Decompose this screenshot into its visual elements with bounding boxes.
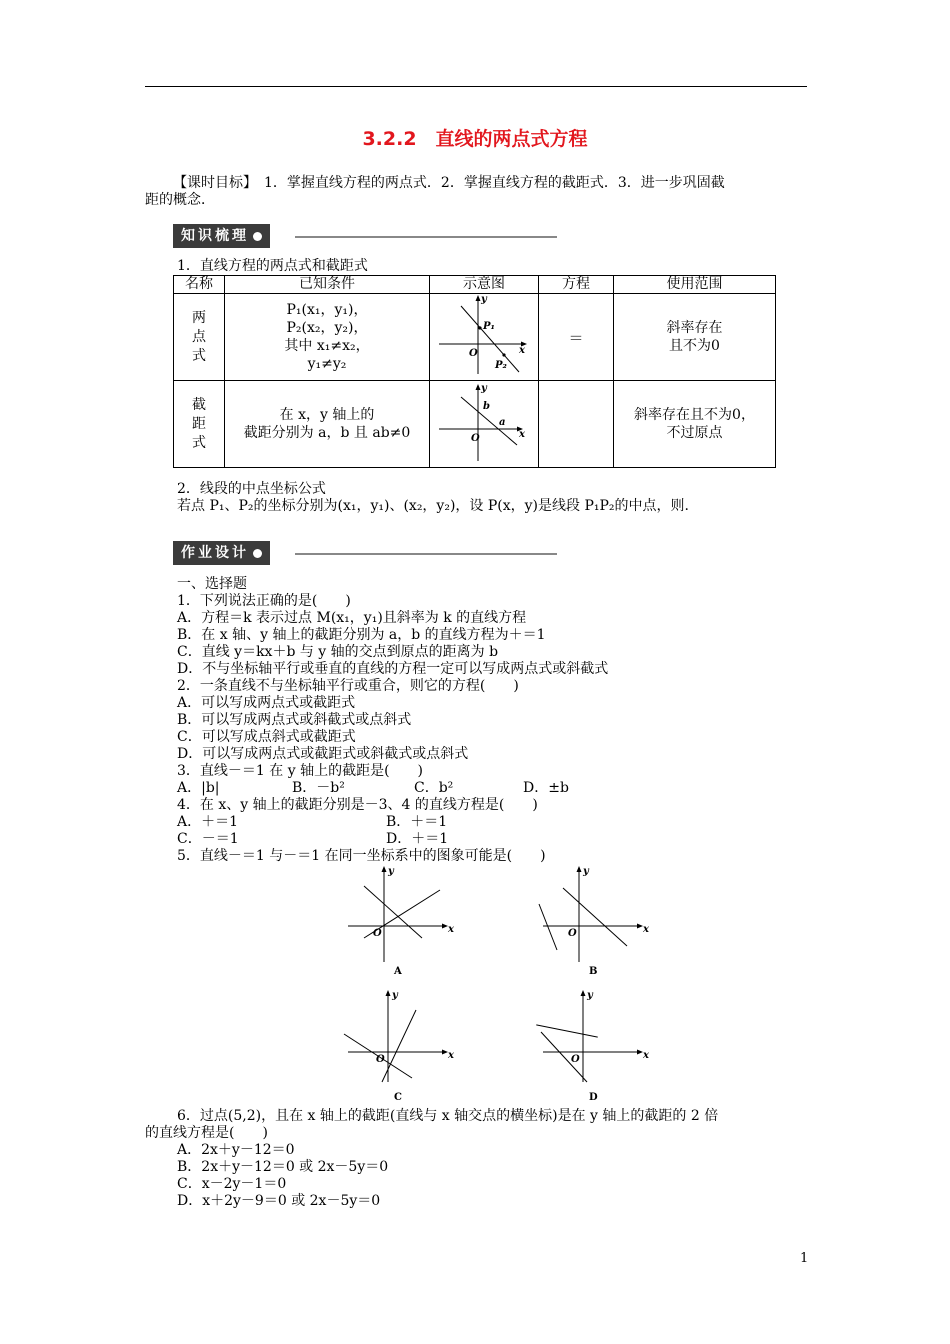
q6-line: 的直线方程是( ) bbox=[145, 1125, 268, 1141]
section-title-knowledge: 知识梳理 bbox=[181, 228, 249, 244]
graph-a-x-label: x bbox=[448, 924, 454, 935]
objective-label: 【课时目标】 bbox=[173, 175, 250, 191]
p2-label: P₂ bbox=[495, 360, 507, 371]
graph-d-x-label: x bbox=[643, 1050, 649, 1061]
table-row-two-point bbox=[174, 294, 776, 381]
origin-label: O bbox=[469, 348, 478, 359]
q6-line: D．x＋2y－9＝0 或 2x－5y＝0 bbox=[177, 1193, 381, 1209]
cell-condition bbox=[225, 294, 430, 381]
cell-name bbox=[174, 294, 225, 381]
header-diagram: 示意图 bbox=[430, 276, 539, 294]
header-rule bbox=[145, 86, 807, 87]
q6-line: B．2x＋y－12＝0 或 2x－5y＝0 bbox=[177, 1159, 389, 1175]
cell-name bbox=[174, 381, 225, 468]
cell-equation bbox=[539, 381, 614, 468]
header-condition: 已知条件 bbox=[225, 276, 430, 294]
graph-c-origin: O bbox=[376, 1054, 385, 1065]
graph-d-origin: O bbox=[571, 1054, 580, 1065]
page-number: 1 bbox=[800, 1251, 809, 1266]
objective-line-1 bbox=[173, 175, 725, 192]
cell-range bbox=[614, 294, 776, 381]
q6-line: C．x－2y－1＝0 bbox=[177, 1176, 287, 1192]
graph-b-origin: O bbox=[568, 928, 577, 939]
graph-b bbox=[535, 858, 665, 978]
question-line: B．可以写成两点式或斜截式或点斜式 bbox=[177, 712, 412, 728]
condition-line: 截距分别为 a，b 且 ab≠0 bbox=[243, 425, 411, 441]
cell-diagram bbox=[430, 294, 539, 381]
question-line: C．可以写成点斜式或截距式 bbox=[177, 729, 356, 745]
cell-range bbox=[614, 381, 776, 468]
q4-option-a: A．＋＝1 bbox=[177, 814, 239, 830]
name-char: 式 bbox=[192, 347, 206, 364]
p1-label: P₁ bbox=[483, 321, 495, 332]
question-line: D．可以写成两点式或截距式或斜截式或点斜式 bbox=[177, 746, 469, 762]
section-rule bbox=[295, 553, 557, 555]
question-line: A．方程＝k 表示过点 M(x₁，y₁)且斜率为 k 的直线方程 bbox=[177, 610, 527, 626]
name-char: 两 bbox=[192, 309, 206, 326]
cell-equation: ＝ bbox=[539, 294, 614, 381]
name-char: 点 bbox=[192, 328, 206, 345]
knowledge-heading: 1．直线方程的两点式和截距式 bbox=[177, 258, 368, 274]
q6-line: A．2x＋y－12＝0 bbox=[177, 1142, 295, 1158]
range-line: 且不为0 bbox=[669, 338, 720, 354]
midpoint-text: 若点 P₁、P₂的坐标分别为(x₁，y₁)、(x₂，y₂)，设 P(x，y)是线段 P₁P₂的中点，则. bbox=[177, 498, 689, 514]
q3-option-a: A．|b| bbox=[177, 780, 220, 796]
header-equation: 方程 bbox=[539, 276, 614, 294]
cell-diagram bbox=[430, 381, 539, 468]
range-line: 斜率存在且不为0， bbox=[634, 407, 755, 423]
section-rule bbox=[295, 236, 557, 238]
formula-table bbox=[173, 275, 776, 468]
question-line: 一、选择题 bbox=[177, 576, 247, 592]
objective-text-1: 1．掌握直线方程的两点式．2．掌握直线方程的截距式．3．进一步巩固截 bbox=[264, 175, 725, 191]
objective-line-2: 距的概念． bbox=[145, 192, 215, 208]
graph-b-x-label: x bbox=[643, 924, 649, 935]
q4-stem: 4．在 x、y 轴上的截距分别是－3、4 的直线方程是( ) bbox=[177, 797, 538, 813]
graph-c-y-label: y bbox=[392, 990, 398, 1001]
section-title-homework: 作业设计 bbox=[181, 545, 249, 561]
graph-c-x-label: x bbox=[448, 1050, 454, 1061]
section-banner-homework bbox=[173, 541, 270, 565]
graph-c-label: C bbox=[394, 1092, 402, 1103]
y-axis-label: y bbox=[481, 294, 487, 305]
q4-option-c: C．－＝1 bbox=[177, 831, 239, 847]
question-line: A．可以写成两点式或截距式 bbox=[177, 695, 356, 711]
graph-a-origin: O bbox=[373, 928, 382, 939]
q6-line: 6．过点(5,2)，且在 x 轴上的截距(直线与 x 轴交点的横坐标)是在 y 轴上的截距的 2 倍 bbox=[177, 1108, 719, 1124]
q4-option-d: D．＋＝1 bbox=[386, 831, 449, 847]
x-axis-label: x bbox=[519, 345, 525, 356]
table-header-row bbox=[174, 276, 776, 294]
y-axis-label: y bbox=[481, 383, 487, 394]
graph-a bbox=[340, 858, 470, 978]
range-line: 斜率存在 bbox=[666, 320, 723, 336]
q3-option-d: D．±b bbox=[523, 780, 569, 796]
name-char: 距 bbox=[192, 415, 206, 432]
q5-stem: 5．直线－＝1 与－＝1 在同一坐标系中的图象可能是( ) bbox=[177, 848, 546, 864]
graph-d bbox=[535, 982, 665, 1106]
graph-a-y-label: y bbox=[388, 866, 394, 877]
condition-line: 其中 x₁≠x₂， bbox=[284, 338, 370, 354]
b-intercept-label: b bbox=[483, 401, 490, 412]
graph-d-y-label: y bbox=[587, 990, 593, 1001]
name-char: 式 bbox=[192, 434, 206, 451]
q3-option-c: C．b² bbox=[414, 780, 454, 796]
graph-b-label: B bbox=[589, 966, 598, 977]
two-point-diagram bbox=[431, 294, 537, 376]
condition-line: 在 x，y 轴上的 bbox=[279, 407, 375, 423]
question-line: 2．一条直线不与坐标轴平行或重合，则它的方程( ) bbox=[177, 678, 519, 694]
question-line: C．直线 y＝kx＋b 与 y 轴的交点到原点的距离为 b bbox=[177, 644, 499, 660]
origin-label: O bbox=[471, 433, 480, 444]
q4-option-b: B．＋＝1 bbox=[386, 814, 448, 830]
question-line: 3．直线－＝1 在 y 轴上的截距是( ) bbox=[177, 763, 423, 779]
question-line: D．不与坐标轴平行或垂直的直线的方程一定可以写成两点式或斜截式 bbox=[177, 661, 609, 677]
section-banner-knowledge bbox=[173, 224, 270, 248]
bullet-icon bbox=[253, 232, 262, 241]
bullet-icon bbox=[253, 549, 262, 558]
x-axis-label: x bbox=[519, 429, 525, 440]
range-line: 不过原点 bbox=[666, 425, 723, 441]
graph-c bbox=[340, 982, 470, 1106]
name-char: 截 bbox=[192, 396, 206, 413]
header-name: 名称 bbox=[174, 276, 225, 294]
condition-line: y₁≠y₂ bbox=[307, 356, 347, 372]
graph-d-label: D bbox=[589, 1092, 598, 1103]
question-line: B．在 x 轴、y 轴上的截距分别为 a，b 的直线方程为＋＝1 bbox=[177, 627, 546, 643]
condition-line: P₁(x₁，y₁)， bbox=[286, 302, 368, 318]
graph-b-y-label: y bbox=[583, 866, 589, 877]
page-title: 3.2.2 直线的两点式方程 bbox=[362, 128, 588, 150]
question-line: 1．下列说法正确的是( ) bbox=[177, 593, 351, 609]
header-range: 使用范围 bbox=[614, 276, 776, 294]
q3-option-b: B．－b² bbox=[292, 780, 345, 796]
condition-line: P₂(x₂，y₂)， bbox=[286, 320, 368, 336]
graph-a-label: A bbox=[394, 966, 402, 977]
midpoint-heading: 2．线段的中点坐标公式 bbox=[177, 481, 326, 497]
cell-condition bbox=[225, 381, 430, 468]
a-intercept-label: a bbox=[499, 417, 506, 428]
intercept-diagram bbox=[431, 381, 537, 463]
table-row-intercept bbox=[174, 381, 776, 468]
